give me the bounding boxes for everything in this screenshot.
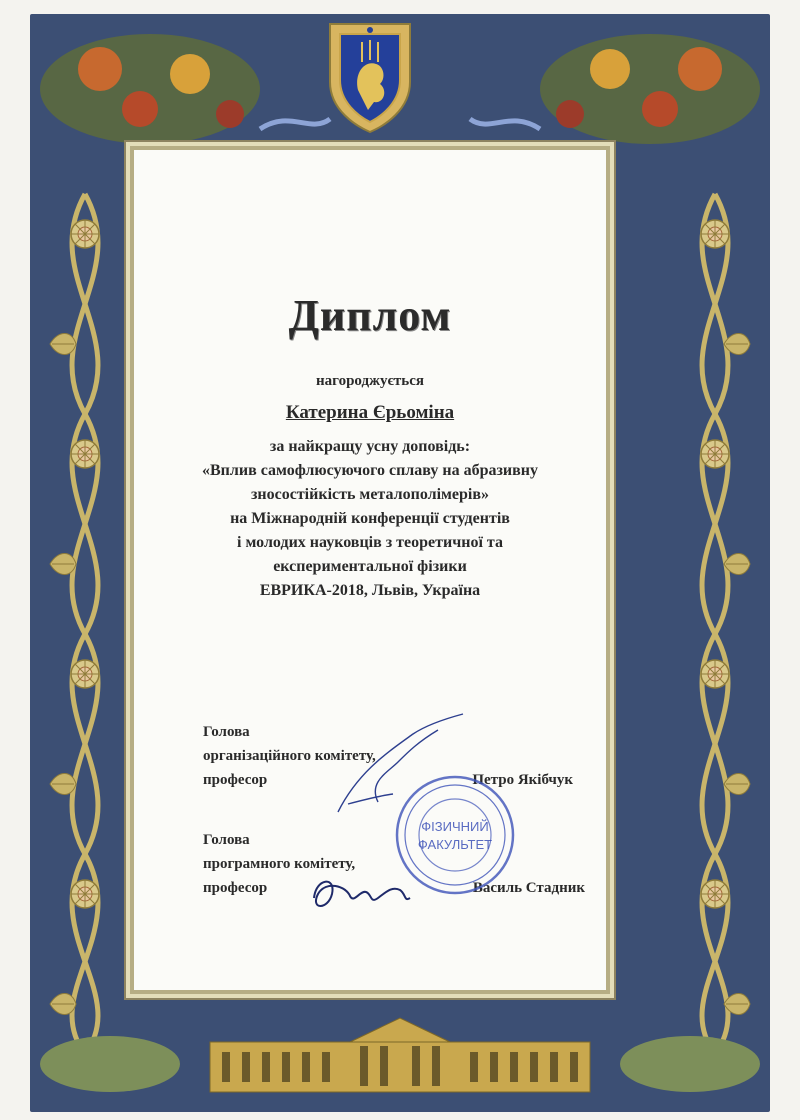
event-line1: на Міжнародній конференції студентів xyxy=(230,510,510,527)
award-reason: за найкращу усну доповідь: xyxy=(269,438,471,455)
sig2-name: Василь Стадник xyxy=(472,880,585,896)
university-building xyxy=(200,1012,600,1100)
sig1-role-line3: професор xyxy=(203,772,268,788)
talk-title-line2: зносостійкість металополімерів» xyxy=(250,486,490,503)
sig1-role-line2: організаційного комітету, xyxy=(203,748,376,764)
left-vines xyxy=(72,194,98,1054)
sig1-role-line1: Голова xyxy=(203,724,250,740)
right-vines xyxy=(702,194,728,1054)
recipient-name: Катерина Єрьоміна xyxy=(285,402,455,423)
diploma-text xyxy=(134,290,606,603)
coat-of-arms xyxy=(324,18,416,136)
faculty-stamp xyxy=(393,773,517,897)
sig1-name: Петро Якібчук xyxy=(472,772,573,788)
sig2-role-line2: програмного комітету, xyxy=(203,856,356,872)
talk-title-line1: «Вплив самофлюсуючого сплаву на абразивну xyxy=(202,462,538,479)
event-line3: експериментальної фізики xyxy=(273,558,467,575)
diploma-title: Диплом xyxy=(288,291,452,340)
sig2-role-line3: професор xyxy=(203,880,268,896)
event-line4: ЕВРИКА-2018, Львів, Україна xyxy=(259,582,481,599)
sig2-role-line1: Голова xyxy=(203,832,250,848)
awarded-text: нагороджується xyxy=(315,373,424,389)
event-line2: і молодих науковців з теоретичної та xyxy=(237,534,503,551)
stamp-text-line2: ФАКУЛЬТЕТ xyxy=(417,837,493,852)
stamp-text-line1: ФІЗИЧНИЙ xyxy=(421,819,489,834)
